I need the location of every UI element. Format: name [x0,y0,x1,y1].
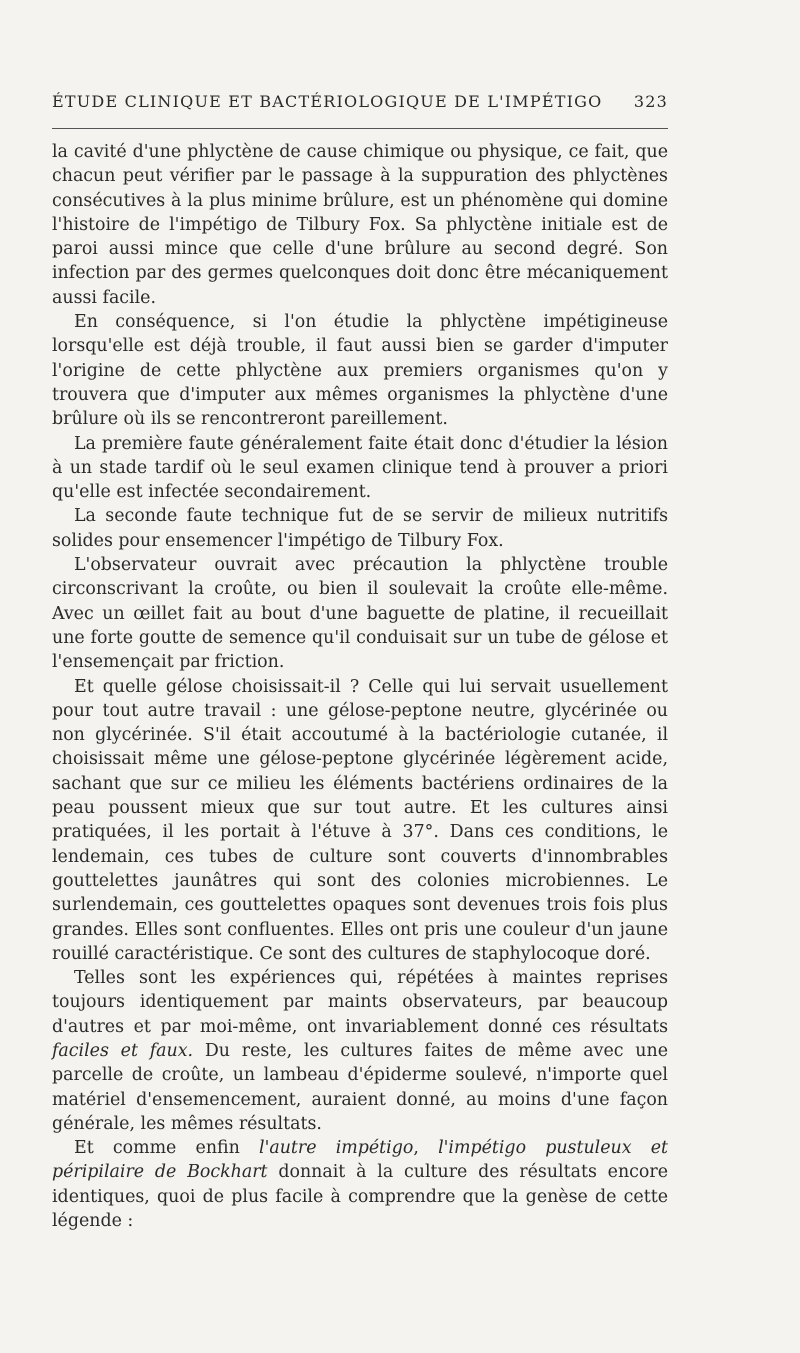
p8-emphasis-2: l'impétigo pustuleux et péripilaire de Bockhart [52,1138,668,1183]
p8-text-3: donnait à la culture des résultats encore identiques, quoi de plus facile à comprendre que la genèse de cette légende : [52,1162,668,1232]
body-text [52,140,668,1233]
paragraph-4: La seconde faute technique fut de se servir de milieux nutritifs solides pour ensemencer l'impétigo de Tilbury Fox. [52,506,668,551]
paragraph-1: la cavité d'une phlyctène de cause chimique ou physique, ce fait, que chacun peut vérifier par le passage à la suppuration des phlyctènes consécutives à la plus minime brûlure, est un phénomène qui domine l'histoire de l'impétigo de Tilbury Fox. Sa phlyctène initiale est de paroi aussi mince que celle d'une brûlure au second degré. Son infection par des germes quelconques doit donc être mécaniquement aussi facile. [52,142,668,308]
paragraph-6: Et quelle gélose choisissait-il ? Celle qui lui servait usuellement pour tout autre travail : une gélose-peptone neutre, glycérinée ou non glycérinée. S'il était accoutumé à la bactériologie cutanée, il choisissait même une gélose-peptone glycérinée légèrement acide, sachant que sur ce milieu les éléments bactériens ordinaires de la peau poussent mieux que sur tout autre. Et les cultures ainsi pratiquées, il les portait à l'étuve à 37°. Dans ces conditions, le lendemain, ces tubes de culture sont couverts d'innombrables gouttelettes jaunâtres qui sont des colonies microbiennes. Le surlendemain, ces gouttelettes opaques sont devenues trois fois plus grandes. Elles sont confluentes. Elles ont pris une couleur d'un jaune rouillé caractéristique. Ce sont des cultures de staphylocoque doré. [52,676,668,964]
p8-emphasis-1: l'autre impétigo [259,1138,414,1159]
header-title: ÉTUDE CLINIQUE ET BACTÉRIOLOGIQUE DE L'IMPÉTIGO [52,92,603,111]
p8-text-1: Et comme enfin [74,1138,260,1159]
p8-text-2: , [413,1138,439,1159]
paragraph-3: La première faute généralement faite était donc d'étudier la lésion à un stade tardif où le seul examen clinique tend à prouver a priori qu'elle est infectée secondairement. [52,433,668,503]
p7-emphasis: faciles et faux. [52,1040,194,1061]
paragraph-2: En conséquence, si l'on étudie la phlyctène impétigineuse lorsqu'elle est déjà trouble, il faut aussi bien se garder d'imputer l'origine de cette phlyctène aux premiers organismes qu'on y trouvera que d'imputer aux mêmes organismes la phlyctène d'une brûlure où ils se rencontreront pareillement. [52,312,668,430]
p7-text-1: Telles sont les expériences qui, répétées à maintes reprises toujours identiquement par maints observateurs, par beaucoup d'autres et par moi-même, ont invariablement donné ces résultats [52,968,668,1037]
page-number: 323 [633,92,668,111]
header-rule [52,128,668,129]
paragraph-7 [52,966,668,1136]
paragraph-5: L'observateur ouvrait avec précaution la phlyctène trouble circonscrivant la croûte, ou bien il soulevait la croûte elle-même. Avec un œillet fait au bout d'une baguette de platine, il recueillait une forte goutte de semence qu'il conduisait sur un tube de gélose et l'ensemençait par friction. [52,555,668,673]
paragraph-8 [52,1136,668,1233]
running-header [52,92,668,111]
p7-text-2: Du reste, les cultures faites de même avec une parcelle de croûte, un lambeau d'épiderme soulevé, n'importe quel matériel d'ensemencement, auraient donné, au moins d'une façon générale, les mêmes résultats. [52,1040,668,1134]
